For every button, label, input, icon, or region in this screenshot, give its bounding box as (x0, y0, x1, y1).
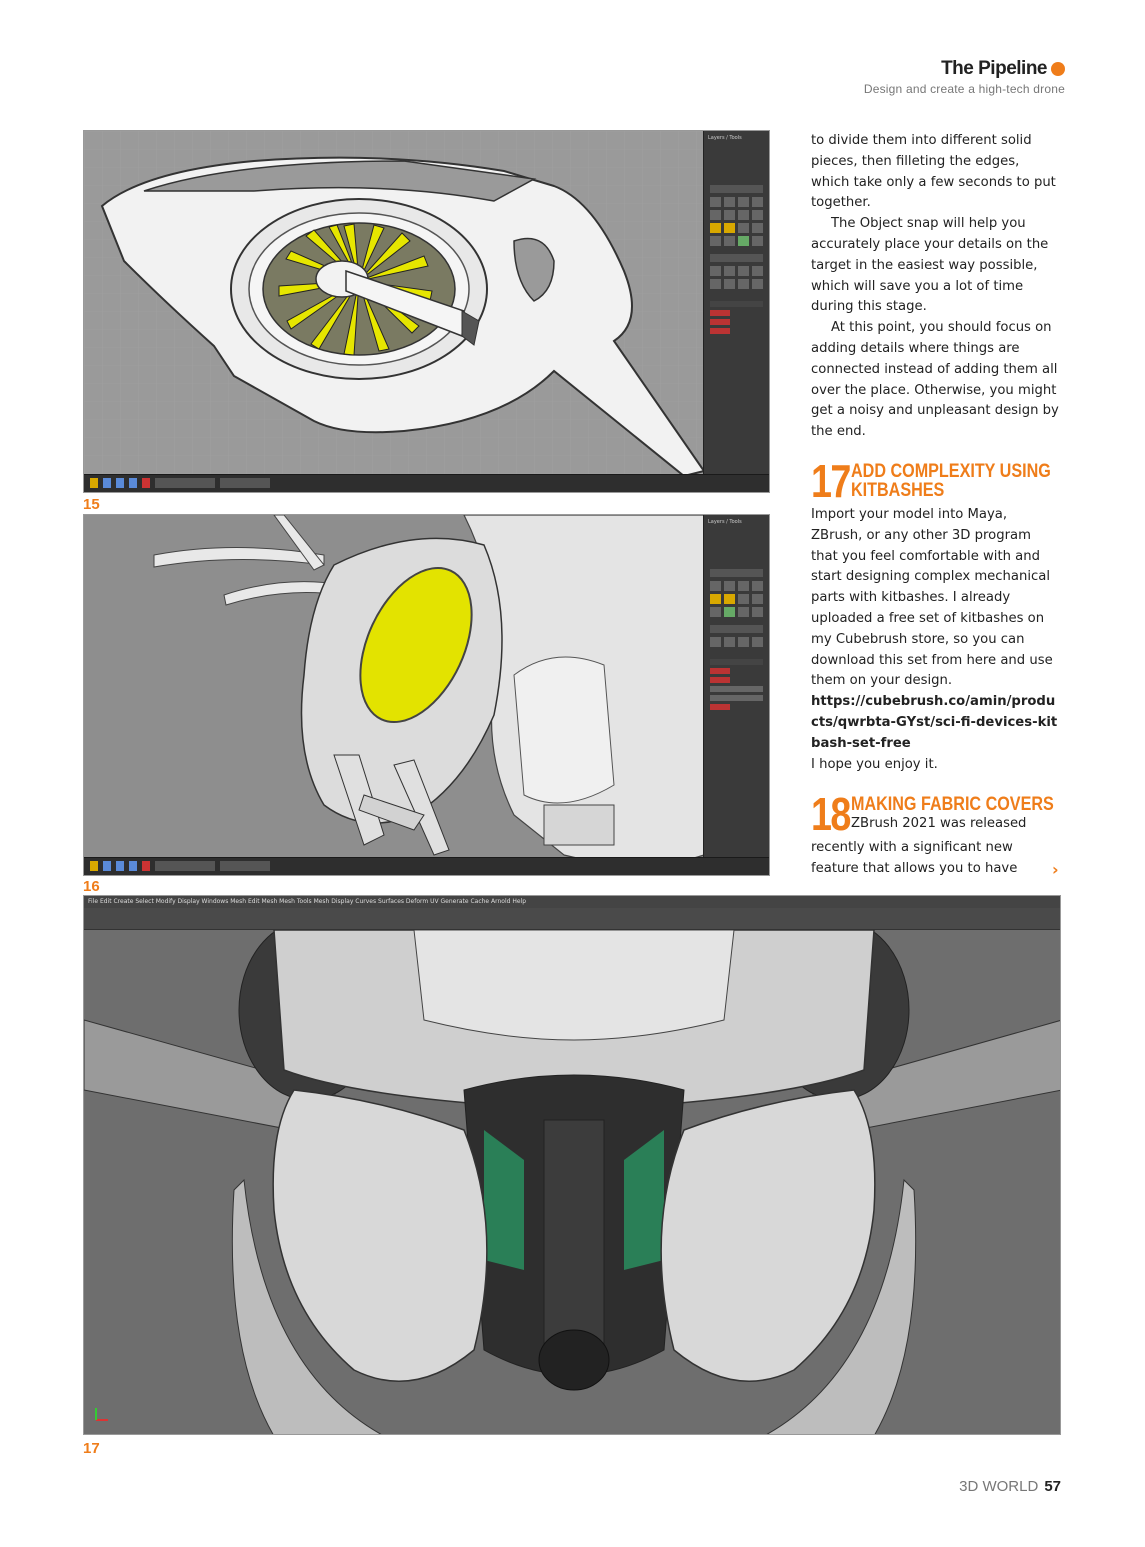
figure-16-caption: 16 (83, 878, 100, 895)
section-title-text: The Pipeline (941, 58, 1047, 79)
kitbash-link[interactable]: https://cubebrush.co/amin/products/qwrbta-GYst/sci-fi-devices-kitbash-set-free (811, 694, 1058, 751)
step-number: 18 (811, 788, 850, 840)
body-text-intro (811, 131, 1061, 443)
figure-15-screenshot (83, 130, 770, 493)
paragraph-start: ZBrush 2021 was released (851, 816, 1027, 831)
tools-panel[interactable]: Layers / Tools (703, 131, 769, 474)
section-18-heading (811, 788, 1090, 840)
paragraph: I hope you enjoy it. (811, 756, 938, 772)
paragraph: The Object snap will help you accurately place your details on the target in the easiest way possible, which will save you a lot of time during this stage. (811, 216, 1049, 315)
paragraph: Import your model into Maya, ZBrush, or any other 3D program that you feel comfortable with and start designing complex mechanical parts with kitbashes. I already uploaded a free set of kitbashes on my Cubebrush store, so you can download this set from here and use them on your design. (811, 507, 1053, 689)
figure-16-screenshot (83, 514, 770, 876)
tools-panel[interactable]: Layers / Tools (703, 515, 769, 857)
orange-dot-icon (1051, 62, 1065, 76)
section-17-body (811, 505, 1061, 775)
fan-model-render (84, 131, 770, 493)
paragraph: At this point, you should focus on adding details where things are connected instead of adding them all over the place. Otherwise, you might get a noisy and unpleasant design by the end. (811, 320, 1059, 440)
section-17-heading (811, 455, 1086, 507)
drone-front-render (84, 930, 1061, 1435)
figure-15-caption: 15 (83, 496, 100, 513)
section-subtitle: Design and create a high-tech drone (863, 82, 1065, 96)
page-footer (959, 1478, 1061, 1495)
step-heading-line: KITBASHES (851, 480, 945, 501)
maya-toolbar[interactable] (84, 908, 1060, 930)
section-18-body (811, 838, 1047, 880)
magazine-name: 3D WORLD (959, 1478, 1039, 1495)
page-number: 57 (1044, 1478, 1061, 1495)
chevron-right-icon: › (1052, 860, 1059, 879)
step-number: 17 (811, 455, 850, 507)
paragraph: to divide them into different solid pieces, then filleting the edges, which take only a few seconds to put together. (811, 133, 1056, 211)
step-heading-line: ADD COMPLEXITY USING (851, 461, 1051, 482)
figure-17-caption: 17 (83, 1440, 100, 1457)
maya-menu-bar[interactable]: File Edit Create Select Modify Display Windows Mesh Edit Mesh Mesh Tools Mesh Display Curves Surfaces Deform UV Generate Cache Arnold Help (84, 896, 1060, 908)
drone-head-render (84, 515, 770, 876)
bottom-toolbar[interactable] (84, 857, 769, 875)
running-header (864, 58, 1065, 96)
step-heading-line: MAKING FABRIC COVERS (851, 794, 1054, 815)
section-title (941, 58, 1065, 80)
bottom-toolbar[interactable] (84, 474, 769, 492)
figure-17-screenshot (83, 895, 1061, 1435)
paragraph: recently with a significant new feature that allows you to have (811, 840, 1018, 876)
